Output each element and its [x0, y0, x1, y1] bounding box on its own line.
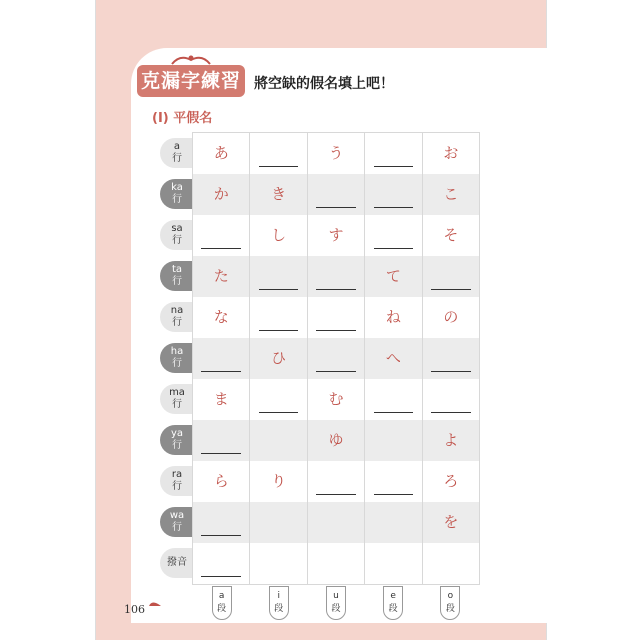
- kana-cell: [423, 215, 479, 256]
- blank-cell[interactable]: [365, 215, 422, 256]
- fill-in-line: [316, 371, 356, 372]
- hedgehog-icon: [148, 599, 162, 607]
- kana-cell: [365, 338, 422, 379]
- fill-in-line: [201, 535, 241, 536]
- blank-cell[interactable]: [250, 256, 307, 297]
- row-romaji: ma: [169, 387, 185, 398]
- kana-char: す: [328, 226, 344, 244]
- grid-row: [193, 174, 479, 215]
- blank-cell[interactable]: [250, 379, 307, 420]
- blank-cell[interactable]: [308, 174, 365, 215]
- kana-cell: [250, 461, 307, 502]
- blank-cell[interactable]: [250, 297, 307, 338]
- blank-cell[interactable]: [365, 379, 422, 420]
- row-label-tag: [160, 220, 194, 250]
- kana-cell: [193, 256, 250, 297]
- row-label-tag: [160, 507, 194, 537]
- exercise-title-banner: 克漏字練習: [137, 65, 245, 97]
- grid-row: [193, 338, 479, 379]
- row-romaji: ha: [170, 346, 184, 357]
- row-romaji: ka: [171, 182, 183, 193]
- fill-in-line: [374, 207, 414, 208]
- column-label-tag: [269, 586, 289, 620]
- grid-row: [193, 297, 479, 338]
- column-label: 段: [331, 604, 341, 614]
- blank-cell[interactable]: [193, 543, 250, 584]
- fill-in-line: [431, 371, 471, 372]
- kana-cell: [423, 133, 479, 174]
- grid-row: [193, 543, 479, 584]
- blank-cell[interactable]: [365, 461, 422, 502]
- row-label-tag: [160, 548, 194, 578]
- row-label-tag: [160, 138, 194, 168]
- column-label-tag: [440, 586, 460, 620]
- kana-cell: [423, 461, 479, 502]
- fill-in-line: [431, 412, 471, 413]
- grid-row: [193, 461, 479, 502]
- section-heading: (Ⅰ) 平假名: [152, 111, 213, 126]
- column-label: 段: [445, 604, 455, 614]
- fill-in-line: [316, 330, 356, 331]
- grid-row: [193, 133, 479, 174]
- row-label: 行: [172, 481, 182, 492]
- column-romaji: o: [447, 591, 454, 601]
- kana-char: ゆ: [328, 431, 344, 449]
- column-romaji: a: [218, 591, 225, 601]
- column-label: 段: [388, 604, 398, 614]
- kana-cell: [423, 297, 479, 338]
- row-romaji: na: [170, 305, 184, 316]
- kana-cell: [365, 502, 422, 543]
- row-label: 行: [172, 276, 182, 287]
- kana-char: ひ: [271, 349, 287, 367]
- kana-cell: [365, 297, 422, 338]
- kana-char: き: [271, 185, 287, 203]
- column-romaji: u: [333, 591, 339, 601]
- blank-cell[interactable]: [365, 133, 422, 174]
- kana-char: ま: [213, 390, 229, 408]
- kana-char: こ: [443, 185, 459, 203]
- fill-in-line: [316, 207, 356, 208]
- fill-in-line: [201, 576, 241, 577]
- column-label-tag: [326, 586, 346, 620]
- fill-in-line: [201, 371, 241, 372]
- kana-char: あ: [213, 144, 229, 162]
- blank-cell[interactable]: [308, 256, 365, 297]
- kana-char: り: [271, 472, 287, 490]
- kana-char: た: [213, 267, 229, 285]
- kana-char: を: [443, 513, 459, 531]
- row-label: 行: [172, 399, 182, 410]
- kana-cell: [193, 297, 250, 338]
- kana-cell: [423, 502, 479, 543]
- blank-cell[interactable]: [423, 379, 479, 420]
- kana-cell: [250, 420, 307, 461]
- kana-cell: [423, 174, 479, 215]
- kana-cell: [423, 420, 479, 461]
- fill-in-line: [374, 166, 414, 167]
- kana-cell: [308, 502, 365, 543]
- kana-char: か: [213, 185, 229, 203]
- kana-char: な: [213, 308, 229, 326]
- row-label-tag: [160, 466, 194, 496]
- kana-cell: [250, 338, 307, 379]
- kana-char: お: [443, 144, 459, 162]
- kana-char: て: [385, 267, 401, 285]
- kana-cell: [365, 543, 422, 584]
- blank-cell[interactable]: [193, 502, 250, 543]
- row-romaji: wa: [169, 510, 185, 521]
- blank-cell[interactable]: [308, 297, 365, 338]
- blank-cell[interactable]: [423, 338, 479, 379]
- row-label-tag: [160, 384, 194, 414]
- kana-char: ら: [213, 472, 229, 490]
- kana-char: ろ: [443, 472, 459, 490]
- kana-cell: [250, 543, 307, 584]
- column-label: 段: [274, 604, 284, 614]
- row-romaji: ya: [170, 428, 184, 439]
- instruction-text: 將空缺的假名填上吧！: [254, 76, 394, 92]
- row-romaji: sa: [171, 223, 183, 234]
- kana-cell: [308, 215, 365, 256]
- blank-cell[interactable]: [193, 338, 250, 379]
- row-label-tag: [160, 261, 194, 291]
- fill-in-line: [259, 330, 299, 331]
- column-label-tag: [383, 586, 403, 620]
- row-label: 行: [172, 317, 182, 328]
- kana-cell: [365, 420, 422, 461]
- kana-cell: [193, 379, 250, 420]
- fill-in-line: [374, 412, 414, 413]
- fill-in-line: [259, 289, 299, 290]
- kana-char: む: [328, 390, 344, 408]
- row-label: 行: [172, 153, 182, 164]
- fill-in-line: [316, 494, 356, 495]
- blank-cell[interactable]: [193, 215, 250, 256]
- fill-in-line: [201, 248, 241, 249]
- blank-cell[interactable]: [365, 174, 422, 215]
- row-label: 行: [172, 522, 182, 533]
- blank-cell[interactable]: [308, 461, 365, 502]
- row-label: 行: [172, 194, 182, 205]
- row-label: 行: [172, 235, 182, 246]
- fill-in-line: [431, 289, 471, 290]
- row-label-tag: [160, 302, 194, 332]
- fill-in-line: [316, 289, 356, 290]
- kana-cell: [308, 133, 365, 174]
- kana-char: よ: [443, 431, 459, 449]
- grid-row: [193, 256, 479, 297]
- fill-in-line: [259, 166, 299, 167]
- page-number: 106: [124, 603, 145, 616]
- blank-cell[interactable]: [193, 420, 250, 461]
- grid-row: [193, 379, 479, 420]
- row-label: 行: [172, 440, 182, 451]
- fill-in-line: [201, 453, 241, 454]
- fill-in-line: [259, 412, 299, 413]
- blank-cell[interactable]: [250, 133, 307, 174]
- row-romaji: ta: [171, 264, 183, 275]
- blank-cell[interactable]: [423, 256, 479, 297]
- kana-char: し: [271, 226, 287, 244]
- kana-char: う: [328, 144, 344, 162]
- kana-char: の: [443, 308, 459, 326]
- kana-char: ね: [385, 308, 401, 326]
- grid-row: [193, 420, 479, 461]
- kana-cell: [308, 543, 365, 584]
- column-label: 段: [217, 604, 227, 614]
- kana-cell: [193, 133, 250, 174]
- kana-char: そ: [443, 226, 459, 244]
- fill-in-line: [374, 494, 414, 495]
- grid-row: [193, 502, 479, 543]
- kana-cell: [423, 543, 479, 584]
- kana-grid: [192, 132, 480, 585]
- kana-char: へ: [385, 349, 401, 367]
- row-label-tag: [160, 343, 194, 373]
- kana-cell: [250, 502, 307, 543]
- kana-cell: [193, 174, 250, 215]
- kana-cell: [250, 215, 307, 256]
- row-romaji: a: [173, 141, 181, 152]
- blank-cell[interactable]: [308, 338, 365, 379]
- ribbon-ornament-icon: [170, 52, 212, 66]
- row-label-tag: [160, 425, 194, 455]
- kana-cell: [365, 256, 422, 297]
- row-label-tag: [160, 179, 194, 209]
- fill-in-line: [374, 248, 414, 249]
- column-label-tag: [212, 586, 232, 620]
- grid-row: [193, 215, 479, 256]
- column-romaji: i: [277, 591, 281, 601]
- row-romaji: ra: [171, 469, 183, 480]
- kana-cell: [193, 461, 250, 502]
- row-label: 行: [172, 358, 182, 369]
- kana-cell: [308, 379, 365, 420]
- column-romaji: e: [390, 591, 396, 601]
- kana-cell: [308, 420, 365, 461]
- row-label: 撥音: [167, 557, 187, 568]
- kana-cell: [250, 174, 307, 215]
